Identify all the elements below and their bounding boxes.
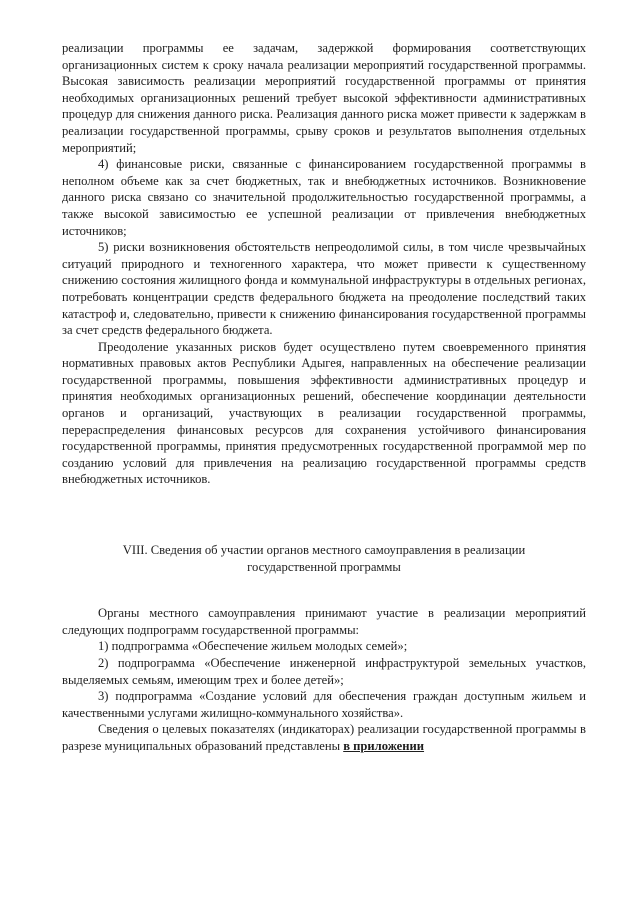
section-title xyxy=(62,542,586,575)
target-indicators-text: Сведения о целевых показателях (индикаторах) реализации государственной программы в разрезе муниципальных образований представлены xyxy=(62,722,586,753)
list-item-subprogram-1: 1) подпрограмма «Обеспечение жильем молодых семей»; xyxy=(98,639,408,654)
paragraph-financial-risks: 4) финансовые риски, связанные с финансированием государственной программы в неполном объеме как за счет бюджетных, так и внебюджетных источников. Возникновение данного риска связано со значительной продолжительностью государственной программы, а также высокой зависимостью ее успешной реализации от привлечения внебюджетных источников; xyxy=(62,157,586,238)
list-item-subprogram-2: 2) подпрограмма «Обеспечение инженерной инфраструктурой земельных участков, выделяемых семьям, имеющим трех и более детей»; xyxy=(62,656,586,687)
paragraph-local-authorities: Органы местного самоуправления принимают участие в реализации мероприятий следующих подпрограмм государственной программы: xyxy=(62,606,586,637)
document-page xyxy=(62,40,586,755)
paragraph-risk-continuation: реализации программы ее задачам, задержкой формирования соответствующих организационных систем к сроку начала реализации мероприятий государственной программы. Высокая зависимость реализации мероприятий государственной программы от принятия необходимых организационных решений требует высокой эффективности административных процедур для снижения данного риска. Реализация данного риска может привести к задержкам в реализации государственной программы, срыву сроков и результатов выполнения отдельных мероприятий; xyxy=(62,41,586,155)
appendix-reference: в приложении xyxy=(343,738,425,753)
paragraph-force-majeure-risks: 5) риски возникновения обстоятельств непреодолимой силы, в том числе чрезвычайных ситуаций природного и техногенного характера, что может привести к существенному снижению состояния жилищного фонда и коммунальной инфраструктуры в отдельных регионах, потребовать концентрации средств федерального бюджета на преодоление последствий таких катастроф и, следовательно, привести к снижению финансирования государственной программы за счет средств федерального бюджета. xyxy=(62,240,586,338)
section-body xyxy=(62,605,586,754)
list-item-subprogram-3: 3) подпрограмма «Создание условий для обеспечения граждан доступным жильем и качественными услугами жилищно-коммунального хозяйства». xyxy=(62,689,586,720)
paragraph-risk-mitigation: Преодоление указанных рисков будет осуществлено путем своевременного принятия нормативных правовых актов Республики Адыгея, направленных на обеспечение реализации государственной программы, повышения эффективности административных процедур и принятия необходимых организационных решений, обеспечение координации деятельности органов и организаций, участвующих в реализации государственной программы, перераспределения финансовых ресурсов для сохранения устойчивого финансирования государственной программы, принятия предусмотренных государственной программой мер по созданию условий для привлечения на реализацию государственной программы средств внебюджетных источников. xyxy=(62,339,586,487)
paragraph-target-indicators xyxy=(62,721,586,754)
section-title-line-1: VIII. Сведения об участии органов местного самоуправления в реализации xyxy=(122,543,526,558)
section-title-line-2: государственной программы xyxy=(247,559,401,574)
